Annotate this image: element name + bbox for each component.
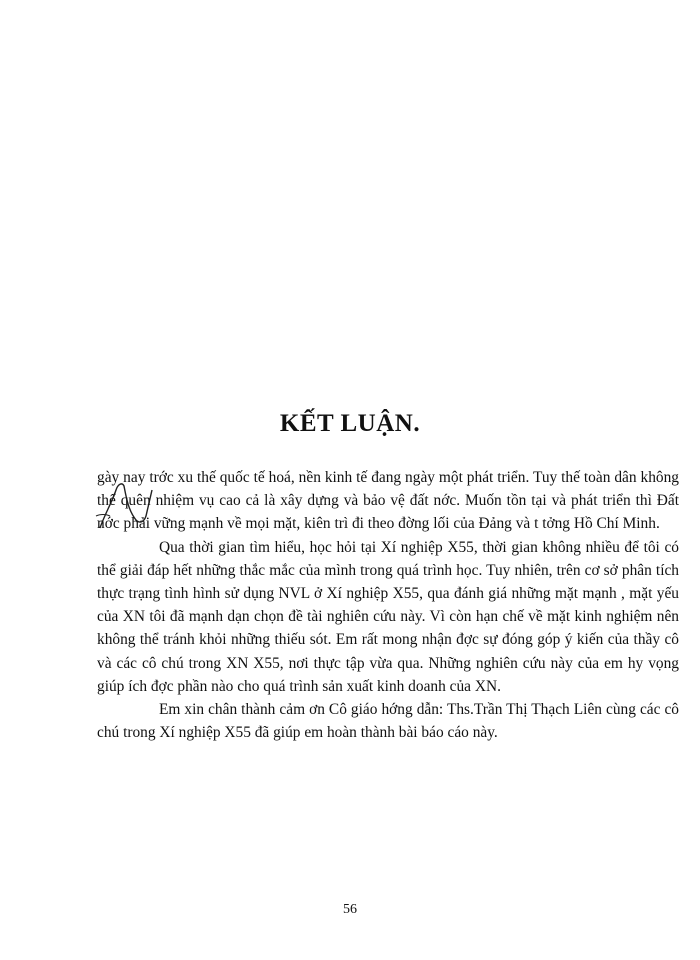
page-number: 56: [343, 902, 357, 917]
body-text: [97, 466, 679, 744]
paragraph-thanks: Em xin chân thành cảm ơn Cô giáo hớng dẫn: Ths.Trần Thị Thạch Liên cùng các cô chú trong Xí nghiệp X55 đã giúp em hoàn thành bài báo cáo này.: [97, 701, 679, 742]
page-title: KẾT LUẬN.: [279, 410, 421, 437]
paragraph-study: Qua thời gian tìm hiểu, học hỏi tại Xí nghiệp X55, thời gian không nhiều để tôi có thể giải đáp hết những thắc mắc của mình trong quá trình học. Tuy nhiên, trên cơ sở phân tích thực trạng tình hình sử dụng NVL ở Xí nghiệp X55, qua đánh giá những mặt mạnh , mặt yếu của XN tôi đã mạnh dạn chọn đề tài nghiên cứu này. Vì còn hạn chế về mặt kinh nghiệm nên không thể tránh khỏi những thiếu sót. Em rất mong nhận đợc sự đóng góp ý kiến của thầy cô và các cô chú trong XN X55, nơi thực tập vừa qua. Những nghiên cứu này của em hy vọng giúp ích đợc phần nào cho quá trình sản xuất kinh doanh của XN.: [97, 538, 679, 695]
paragraph-intro: gày nay trớc xu thế quốc tế hoá, nền kinh tế đang ngày một phát triển. Tuy thế toàn dân không thể quên nhiệm vụ cao cả là xây dựng và bảo vệ đất nớc. Muốn tồn tại và phát triển thì Đất nớc phải vững mạnh về mọi mặt, kiên trì đi theo đờng lối của Đảng và t tởng Hồ Chí Minh.: [97, 469, 679, 533]
